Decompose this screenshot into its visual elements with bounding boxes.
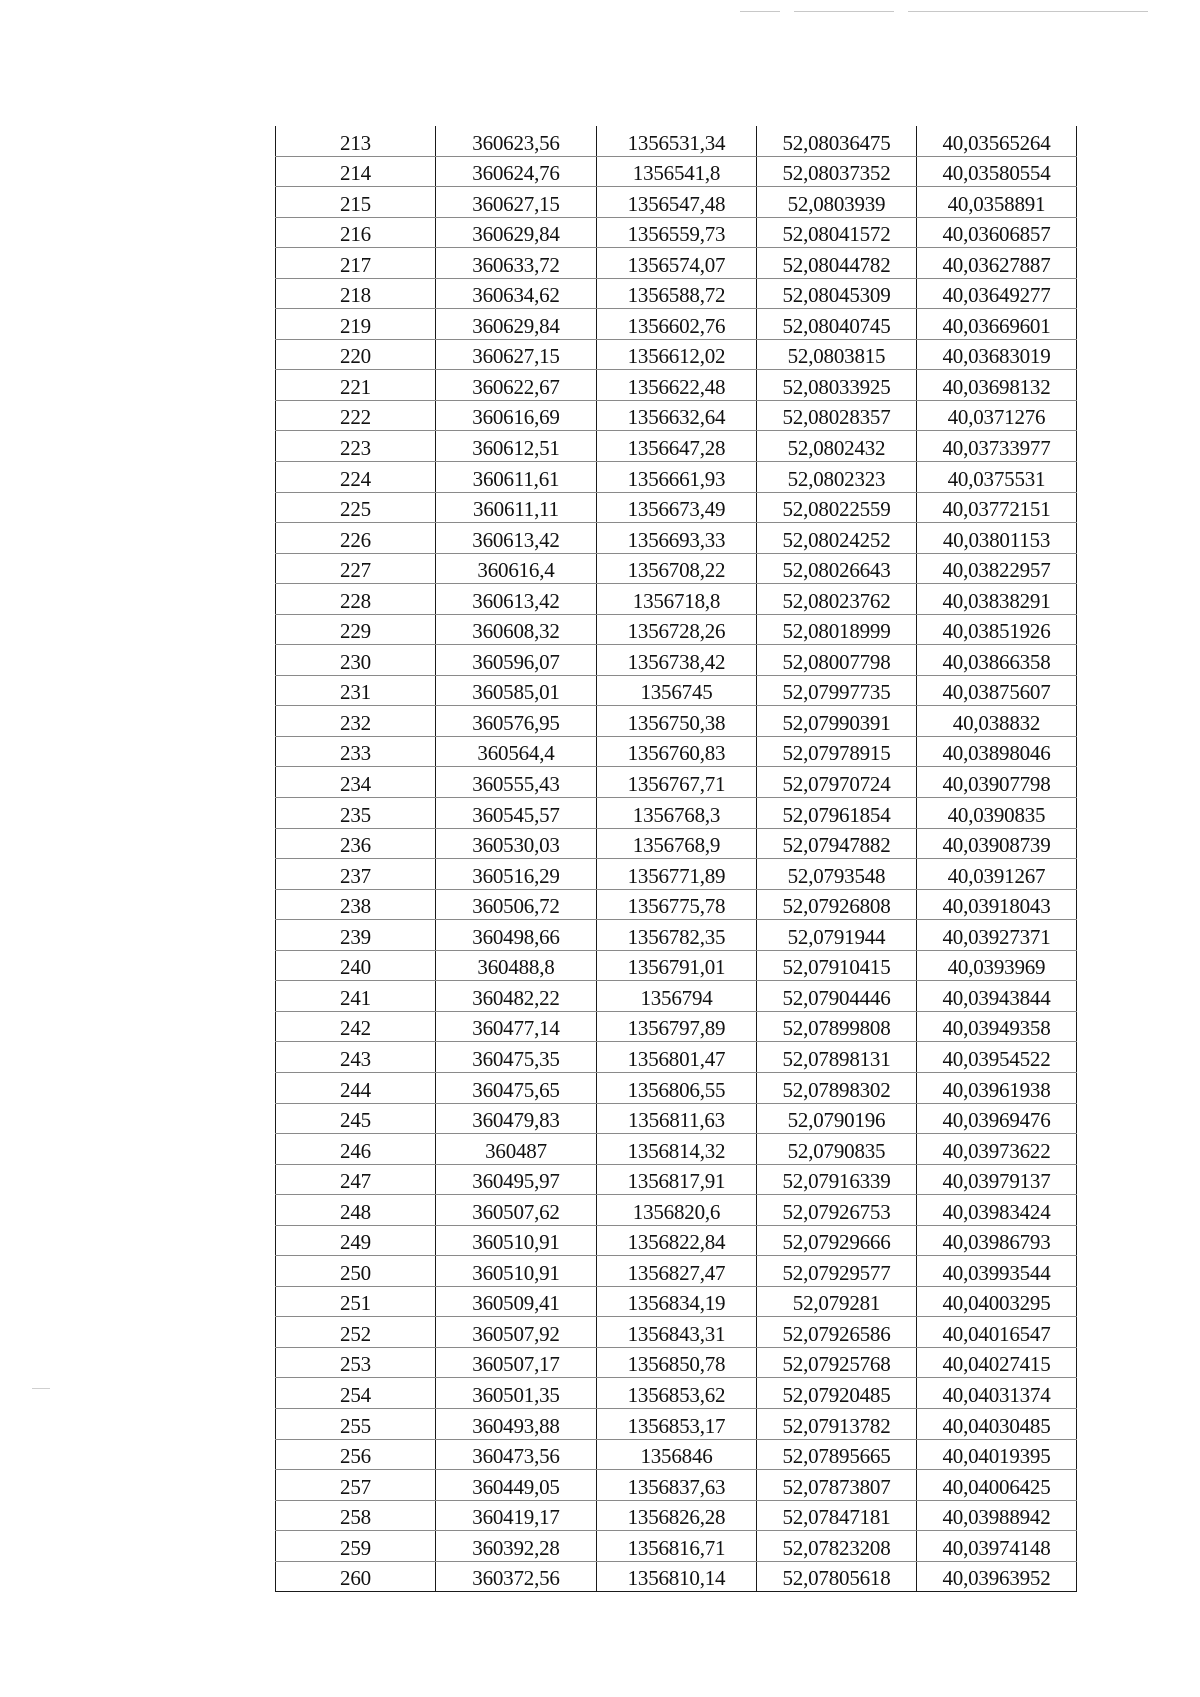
table-row [276,187,1077,218]
x-coordinate-cell: 360506,72 [436,889,597,920]
table-row [276,706,1077,737]
point-number-cell: 226 [276,523,436,554]
latitude-cell: 52,07970724 [757,767,917,798]
latitude-cell: 52,08036475 [757,126,917,156]
table-row [276,1103,1077,1134]
point-number-cell: 216 [276,217,436,248]
point-number-cell: 230 [276,645,436,676]
table-row [276,1072,1077,1103]
point-number-cell: 253 [276,1347,436,1378]
point-number-cell: 257 [276,1470,436,1501]
longitude-cell: 40,04030485 [917,1408,1077,1439]
coordinates-table [275,126,1077,1592]
latitude-cell: 52,07847181 [757,1500,917,1531]
y-coordinate-cell: 1356827,47 [597,1256,757,1287]
latitude-cell: 52,0790835 [757,1134,917,1165]
longitude-cell: 40,03983424 [917,1195,1077,1226]
table-row [276,767,1077,798]
latitude-cell: 52,08028357 [757,400,917,431]
x-coordinate-cell: 360482,22 [436,981,597,1012]
x-coordinate-cell: 360495,97 [436,1164,597,1195]
table-row [276,1042,1077,1073]
scan-header-artifact [740,8,1180,14]
x-coordinate-cell: 360530,03 [436,828,597,859]
table-row [276,1500,1077,1531]
point-number-cell: 250 [276,1256,436,1287]
table-row [276,736,1077,767]
latitude-cell: 52,07925768 [757,1347,917,1378]
point-number-cell: 235 [276,798,436,829]
table-row [276,889,1077,920]
latitude-cell: 52,07895665 [757,1439,917,1470]
x-coordinate-cell: 360372,56 [436,1561,597,1592]
latitude-cell: 52,0803815 [757,339,917,370]
y-coordinate-cell: 1356811,63 [597,1103,757,1134]
point-number-cell: 240 [276,950,436,981]
longitude-cell: 40,03649277 [917,278,1077,309]
table-row [276,1164,1077,1195]
table-row [276,1561,1077,1592]
point-number-cell: 244 [276,1072,436,1103]
table-row [276,1225,1077,1256]
latitude-cell: 52,0790196 [757,1103,917,1134]
y-coordinate-cell: 1356768,3 [597,798,757,829]
longitude-cell: 40,03580554 [917,156,1077,187]
longitude-cell: 40,03993544 [917,1256,1077,1287]
longitude-cell: 40,03698132 [917,370,1077,401]
longitude-cell: 40,03851926 [917,614,1077,645]
table-row [276,584,1077,615]
longitude-cell: 40,03875607 [917,675,1077,706]
longitude-cell: 40,03961938 [917,1072,1077,1103]
longitude-cell: 40,03969476 [917,1103,1077,1134]
longitude-cell: 40,03733977 [917,431,1077,462]
x-coordinate-cell: 360596,07 [436,645,597,676]
point-number-cell: 227 [276,553,436,584]
latitude-cell: 52,0802323 [757,462,917,493]
latitude-cell: 52,07947882 [757,828,917,859]
latitude-cell: 52,07873807 [757,1470,917,1501]
longitude-cell: 40,0375531 [917,462,1077,493]
longitude-cell: 40,03943844 [917,981,1077,1012]
point-number-cell: 245 [276,1103,436,1134]
table-row [276,462,1077,493]
point-number-cell: 224 [276,462,436,493]
x-coordinate-cell: 360488,8 [436,950,597,981]
x-coordinate-cell: 360510,91 [436,1225,597,1256]
latitude-cell: 52,07978915 [757,736,917,767]
table-row [276,309,1077,340]
table-row [276,400,1077,431]
y-coordinate-cell: 1356767,71 [597,767,757,798]
point-number-cell: 231 [276,675,436,706]
point-number-cell: 217 [276,248,436,279]
x-coordinate-cell: 360510,91 [436,1256,597,1287]
x-coordinate-cell: 360624,76 [436,156,597,187]
latitude-cell: 52,08022559 [757,492,917,523]
point-number-cell: 222 [276,400,436,431]
point-number-cell: 241 [276,981,436,1012]
latitude-cell: 52,08007798 [757,645,917,676]
longitude-cell: 40,03866358 [917,645,1077,676]
y-coordinate-cell: 1356547,48 [597,187,757,218]
table-row [276,1256,1077,1287]
table-row [276,1195,1077,1226]
latitude-cell: 52,0802432 [757,431,917,462]
point-number-cell: 214 [276,156,436,187]
x-coordinate-cell: 360616,69 [436,400,597,431]
point-number-cell: 259 [276,1531,436,1562]
table-row [276,431,1077,462]
point-number-cell: 219 [276,309,436,340]
y-coordinate-cell: 1356750,38 [597,706,757,737]
x-coordinate-cell: 360501,35 [436,1378,597,1409]
point-number-cell: 237 [276,859,436,890]
point-number-cell: 234 [276,767,436,798]
latitude-cell: 52,07961854 [757,798,917,829]
table-row [276,553,1077,584]
x-coordinate-cell: 360616,4 [436,553,597,584]
y-coordinate-cell: 1356791,01 [597,950,757,981]
x-coordinate-cell: 360627,15 [436,187,597,218]
longitude-cell: 40,03986793 [917,1225,1077,1256]
table-row [276,920,1077,951]
longitude-cell: 40,0390835 [917,798,1077,829]
point-number-cell: 215 [276,187,436,218]
table-row [276,981,1077,1012]
x-coordinate-cell: 360622,67 [436,370,597,401]
point-number-cell: 236 [276,828,436,859]
latitude-cell: 52,07997735 [757,675,917,706]
latitude-cell: 52,07916339 [757,1164,917,1195]
latitude-cell: 52,07926753 [757,1195,917,1226]
x-coordinate-cell: 360613,42 [436,584,597,615]
y-coordinate-cell: 1356820,6 [597,1195,757,1226]
table-row [276,645,1077,676]
longitude-cell: 40,03898046 [917,736,1077,767]
x-coordinate-cell: 360475,35 [436,1042,597,1073]
y-coordinate-cell: 1356801,47 [597,1042,757,1073]
longitude-cell: 40,03772151 [917,492,1077,523]
point-number-cell: 221 [276,370,436,401]
y-coordinate-cell: 1356602,76 [597,309,757,340]
latitude-cell: 52,079281 [757,1286,917,1317]
longitude-cell: 40,03606857 [917,217,1077,248]
point-number-cell: 248 [276,1195,436,1226]
longitude-cell: 40,03627887 [917,248,1077,279]
latitude-cell: 52,08045309 [757,278,917,309]
latitude-cell: 52,07929666 [757,1225,917,1256]
latitude-cell: 52,07899808 [757,1011,917,1042]
point-number-cell: 251 [276,1286,436,1317]
point-number-cell: 249 [276,1225,436,1256]
x-coordinate-cell: 360509,41 [436,1286,597,1317]
latitude-cell: 52,08040745 [757,309,917,340]
y-coordinate-cell: 1356632,64 [597,400,757,431]
y-coordinate-cell: 1356834,19 [597,1286,757,1317]
latitude-cell: 52,07898131 [757,1042,917,1073]
latitude-cell: 52,07805618 [757,1561,917,1592]
x-coordinate-cell: 360629,84 [436,217,597,248]
table-row [276,859,1077,890]
latitude-cell: 52,07990391 [757,706,917,737]
y-coordinate-cell: 1356853,62 [597,1378,757,1409]
longitude-cell: 40,03838291 [917,584,1077,615]
longitude-cell: 40,03907798 [917,767,1077,798]
coordinates-table-body [276,126,1077,1592]
margin-mark [32,1388,50,1389]
x-coordinate-cell: 360493,88 [436,1408,597,1439]
y-coordinate-cell: 1356826,28 [597,1500,757,1531]
latitude-cell: 52,08044782 [757,248,917,279]
y-coordinate-cell: 1356738,42 [597,645,757,676]
y-coordinate-cell: 1356745 [597,675,757,706]
latitude-cell: 52,0793548 [757,859,917,890]
point-number-cell: 229 [276,614,436,645]
table-row [276,523,1077,554]
y-coordinate-cell: 1356817,91 [597,1164,757,1195]
y-coordinate-cell: 1356708,22 [597,553,757,584]
x-coordinate-cell: 360612,51 [436,431,597,462]
table-row [276,492,1077,523]
table-row [276,217,1077,248]
longitude-cell: 40,03963952 [917,1561,1077,1592]
table-row [276,126,1077,156]
x-coordinate-cell: 360475,65 [436,1072,597,1103]
latitude-cell: 52,08024252 [757,523,917,554]
point-number-cell: 232 [276,706,436,737]
y-coordinate-cell: 1356810,14 [597,1561,757,1592]
longitude-cell: 40,04003295 [917,1286,1077,1317]
longitude-cell: 40,04016547 [917,1317,1077,1348]
longitude-cell: 40,03822957 [917,553,1077,584]
point-number-cell: 225 [276,492,436,523]
y-coordinate-cell: 1356612,02 [597,339,757,370]
x-coordinate-cell: 360477,14 [436,1011,597,1042]
x-coordinate-cell: 360392,28 [436,1531,597,1562]
longitude-cell: 40,04019395 [917,1439,1077,1470]
latitude-cell: 52,07920485 [757,1378,917,1409]
x-coordinate-cell: 360507,62 [436,1195,597,1226]
latitude-cell: 52,0803939 [757,187,917,218]
y-coordinate-cell: 1356541,8 [597,156,757,187]
table-row [276,1347,1077,1378]
table-row [276,798,1077,829]
longitude-cell: 40,03801153 [917,523,1077,554]
point-number-cell: 255 [276,1408,436,1439]
table-row [276,278,1077,309]
point-number-cell: 252 [276,1317,436,1348]
point-number-cell: 238 [276,889,436,920]
y-coordinate-cell: 1356837,63 [597,1470,757,1501]
longitude-cell: 40,03669601 [917,309,1077,340]
latitude-cell: 52,07910415 [757,950,917,981]
y-coordinate-cell: 1356782,35 [597,920,757,951]
x-coordinate-cell: 360623,56 [436,126,597,156]
longitude-cell: 40,03683019 [917,339,1077,370]
longitude-cell: 40,04027415 [917,1347,1077,1378]
x-coordinate-cell: 360545,57 [436,798,597,829]
longitude-cell: 40,03927371 [917,920,1077,951]
point-number-cell: 228 [276,584,436,615]
y-coordinate-cell: 1356816,71 [597,1531,757,1562]
table-row [276,1317,1077,1348]
latitude-cell: 52,07913782 [757,1408,917,1439]
latitude-cell: 52,0791944 [757,920,917,951]
x-coordinate-cell: 360498,66 [436,920,597,951]
y-coordinate-cell: 1356728,26 [597,614,757,645]
x-coordinate-cell: 360555,43 [436,767,597,798]
latitude-cell: 52,07926586 [757,1317,917,1348]
longitude-cell: 40,03918043 [917,889,1077,920]
y-coordinate-cell: 1356806,55 [597,1072,757,1103]
latitude-cell: 52,08018999 [757,614,917,645]
longitude-cell: 40,03949358 [917,1011,1077,1042]
y-coordinate-cell: 1356794 [597,981,757,1012]
y-coordinate-cell: 1356822,84 [597,1225,757,1256]
table-row [276,156,1077,187]
longitude-cell: 40,03988942 [917,1500,1077,1531]
x-coordinate-cell: 360611,11 [436,492,597,523]
table-row [276,1011,1077,1042]
x-coordinate-cell: 360608,32 [436,614,597,645]
latitude-cell: 52,07823208 [757,1531,917,1562]
table-row [276,1470,1077,1501]
table-row [276,1531,1077,1562]
y-coordinate-cell: 1356661,93 [597,462,757,493]
table-row [276,828,1077,859]
point-number-cell: 218 [276,278,436,309]
longitude-cell: 40,03979137 [917,1164,1077,1195]
y-coordinate-cell: 1356768,9 [597,828,757,859]
y-coordinate-cell: 1356843,31 [597,1317,757,1348]
latitude-cell: 52,07926808 [757,889,917,920]
y-coordinate-cell: 1356693,33 [597,523,757,554]
x-coordinate-cell: 360585,01 [436,675,597,706]
longitude-cell: 40,0371276 [917,400,1077,431]
point-number-cell: 233 [276,736,436,767]
latitude-cell: 52,07904446 [757,981,917,1012]
x-coordinate-cell: 360627,15 [436,339,597,370]
point-number-cell: 260 [276,1561,436,1592]
y-coordinate-cell: 1356718,8 [597,584,757,615]
point-number-cell: 223 [276,431,436,462]
x-coordinate-cell: 360564,4 [436,736,597,767]
x-coordinate-cell: 360634,62 [436,278,597,309]
x-coordinate-cell: 360479,83 [436,1103,597,1134]
x-coordinate-cell: 360419,17 [436,1500,597,1531]
table-row [276,950,1077,981]
x-coordinate-cell: 360613,42 [436,523,597,554]
x-coordinate-cell: 360576,95 [436,706,597,737]
table-row [276,1378,1077,1409]
point-number-cell: 243 [276,1042,436,1073]
y-coordinate-cell: 1356574,07 [597,248,757,279]
y-coordinate-cell: 1356814,32 [597,1134,757,1165]
point-number-cell: 256 [276,1439,436,1470]
table-row [276,675,1077,706]
point-number-cell: 246 [276,1134,436,1165]
longitude-cell: 40,04031374 [917,1378,1077,1409]
x-coordinate-cell: 360633,72 [436,248,597,279]
latitude-cell: 52,08037352 [757,156,917,187]
x-coordinate-cell: 360473,56 [436,1439,597,1470]
table-row [276,248,1077,279]
latitude-cell: 52,07898302 [757,1072,917,1103]
longitude-cell: 40,0391267 [917,859,1077,890]
latitude-cell: 52,08041572 [757,217,917,248]
longitude-cell: 40,04006425 [917,1470,1077,1501]
table-row [276,339,1077,370]
table-row [276,370,1077,401]
longitude-cell: 40,03565264 [917,126,1077,156]
x-coordinate-cell: 360611,61 [436,462,597,493]
y-coordinate-cell: 1356797,89 [597,1011,757,1042]
longitude-cell: 40,038832 [917,706,1077,737]
y-coordinate-cell: 1356771,89 [597,859,757,890]
table-row [276,614,1077,645]
y-coordinate-cell: 1356853,17 [597,1408,757,1439]
y-coordinate-cell: 1356647,28 [597,431,757,462]
y-coordinate-cell: 1356760,83 [597,736,757,767]
longitude-cell: 40,03974148 [917,1531,1077,1562]
point-number-cell: 247 [276,1164,436,1195]
point-number-cell: 213 [276,126,436,156]
y-coordinate-cell: 1356531,34 [597,126,757,156]
latitude-cell: 52,08023762 [757,584,917,615]
point-number-cell: 258 [276,1500,436,1531]
latitude-cell: 52,08033925 [757,370,917,401]
y-coordinate-cell: 1356846 [597,1439,757,1470]
x-coordinate-cell: 360507,92 [436,1317,597,1348]
table-row [276,1134,1077,1165]
x-coordinate-cell: 360516,29 [436,859,597,890]
longitude-cell: 40,0358891 [917,187,1077,218]
x-coordinate-cell: 360487 [436,1134,597,1165]
x-coordinate-cell: 360507,17 [436,1347,597,1378]
table-row [276,1408,1077,1439]
y-coordinate-cell: 1356850,78 [597,1347,757,1378]
latitude-cell: 52,07929577 [757,1256,917,1287]
y-coordinate-cell: 1356559,73 [597,217,757,248]
longitude-cell: 40,03954522 [917,1042,1077,1073]
longitude-cell: 40,03973622 [917,1134,1077,1165]
point-number-cell: 242 [276,1011,436,1042]
point-number-cell: 220 [276,339,436,370]
table-row [276,1439,1077,1470]
table-row [276,1286,1077,1317]
point-number-cell: 239 [276,920,436,951]
x-coordinate-cell: 360449,05 [436,1470,597,1501]
latitude-cell: 52,08026643 [757,553,917,584]
y-coordinate-cell: 1356775,78 [597,889,757,920]
y-coordinate-cell: 1356673,49 [597,492,757,523]
y-coordinate-cell: 1356588,72 [597,278,757,309]
x-coordinate-cell: 360629,84 [436,309,597,340]
point-number-cell: 254 [276,1378,436,1409]
longitude-cell: 40,03908739 [917,828,1077,859]
y-coordinate-cell: 1356622,48 [597,370,757,401]
longitude-cell: 40,0393969 [917,950,1077,981]
